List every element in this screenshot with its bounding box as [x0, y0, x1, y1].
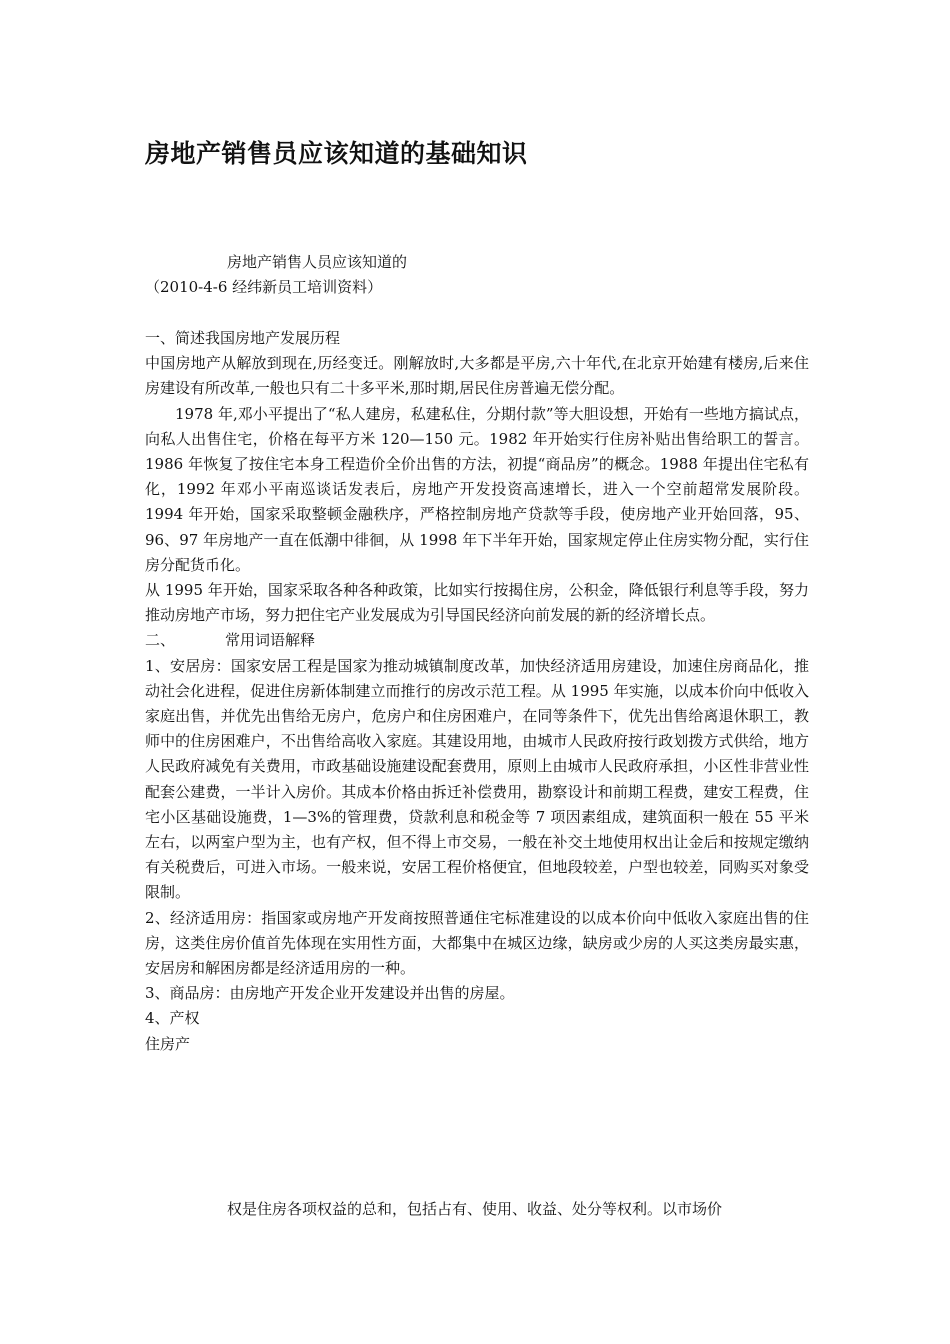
paragraph-3: 从 1995 年开始，国家采取各种各种政策，比如实行按揭住房，公积金，降低银行利息等手段，努力推动房地产市场，努力把住宅产业发展成为引导国民经济向前发展的新的经济增长点。 [145, 581, 809, 625]
definition-item-4: 4、产权 [145, 1009, 200, 1028]
definition-item-3: 3、商品房：由房地产开发企业开发建设并出售的房屋。 [145, 984, 515, 1003]
definition-item-1: 1、安居房：国家安居工程是国家为推动城镇制度改革，加快经济适用房建设，加速住房商品化，推动社会化进程，促进住房新体制建立而推行的房改示范工程。从 1995 年实施，以成本价向中低收入家庭出售，并优先出售给无房户，危房户和住房困难户，在同等条件下，优先出售给离退休职工，教师中的住房困难户，不出售给高收入家庭。其建设用地，由城市人民政府按行政划拨方式供给，地方人民政府减免有关费用，市政基础设施建设配套费用，原则上由城市人民政府承担，小区性非营业性配套公建费，一半计入房价。其成本价格由拆迁补偿费用，勘察设计和前期工程费，建安工程费，住宅小区基础设施费，1—3%的管理费，贷款利息和税金等 7 项因素组成，建筑面积一般在 55 平米左右，以两室户型为主，也有产权，但不得上市交易，一般在补交土地使用权出让金后和按规定缴纳有关税费后，可进入市场。一般来说，安居工程价格便宜，但地段较差，户型也较差，同购买对象受限制。 [145, 656, 809, 902]
definition-item-2: 2、经济适用房：指国家或房地产开发商按照普通住宅标准建设的以成本价向中低收入家庭出售的住房，这类住房价值首先体现在实用性方面，大都集中在城区边缘，缺房或少房的人买这类房最实惠，安居房和解困房都是经济适用房的一种。 [145, 908, 809, 978]
section-2-heading-row [145, 628, 809, 653]
section-1-heading: 一、简述我国房地产发展历程 [145, 329, 341, 347]
section-2-number: 二、 [145, 631, 176, 650]
document-title: 房地产销售员应该知道的基础知识 [145, 139, 528, 168]
continuation-line: 权是住房各项权益的总和，包括占有、使用、收益、处分等权利。以市场价 [227, 1200, 723, 1218]
section-2-heading: 常用词语解释 [225, 631, 316, 650]
paragraph-1: 中国房地产从解放到现在,历经变迁。刚解放时,大多都是平房,六十年代,在北京开始建有楼房,后来住房建设有所改革,一般也只有二十多平米,那时期,居民住房普遍无偿分配。 [145, 354, 809, 398]
paragraph-2: 1978 年,邓小平提出了“私人建房，私建私住，分期付款”等大胆设想，开始有一些地方搞试点，向私人出售住宅，价格在每平方米 120—150 元。1982 年开始实行住房补贴出售给职工的誓言。1986 年恢复了按住宅本身工程造价全价出售的方法，初提“商品房”的概念。1988 年提出住宅私有化，1992 年邓小平南巡谈话发表后，房地产开发投资高速增长，进入一个空前超常发展阶段。1994 年开始，国家采取整顿金融秩序，严格控制房地产贷款等手段，使房地产业开始回落，95、96、97 年房地产一直在低潮中徘徊，从 1998 年下半年开始，国家规定停止住房实物分配，实行住房分配货币化。 [145, 404, 809, 574]
document-body [145, 326, 809, 1057]
subtitle-line-2: （2010-4-6 经纬新员工培训资料） [145, 278, 383, 296]
definition-item-4-sub: 住房产 [145, 1034, 191, 1053]
subtitle-line-1: 房地产销售人员应该知道的 [227, 253, 408, 271]
